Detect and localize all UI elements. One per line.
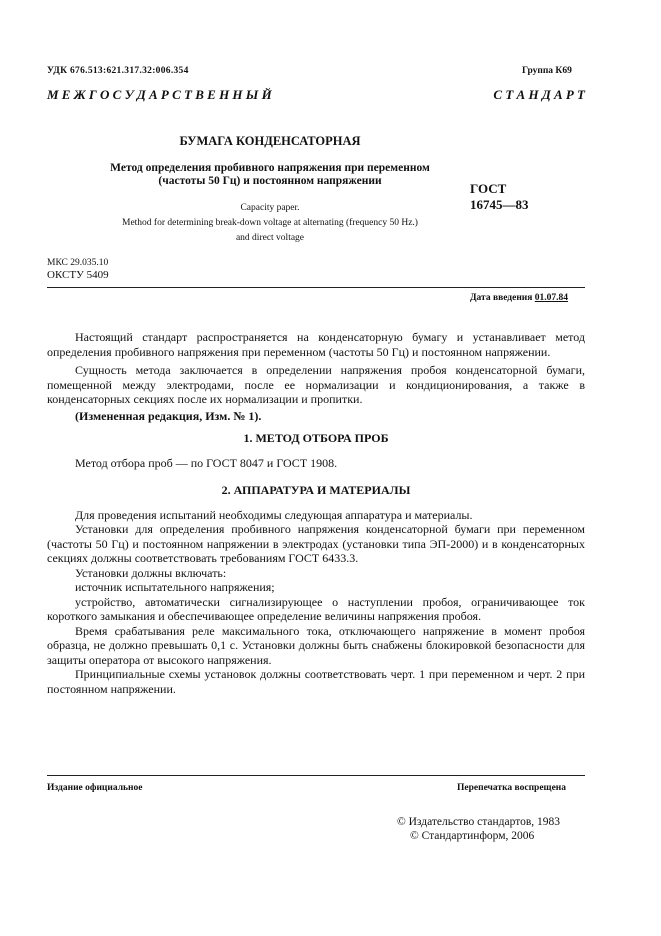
paragraph: Установки для определения пробивного напряжения конденсаторной бумаги при переменном (частоты 50 Гц) и постоянном напряжении в электродах (установки типа ЭП-2000) и в конденсаторных секциях должны соответствовать требованиям ГОСТ 6433.3. — [47, 522, 585, 565]
gost-label: ГОСТ — [470, 181, 507, 196]
paragraph: Установки должны включать: — [75, 565, 227, 580]
banner-left: М Е Ж Г О С У Д А Р С Т В Е Н Н Ы Й — [47, 87, 272, 102]
paragraph: устройство, автоматически сигнализирующее о наступлении пробоя, ограничивающее ток короткого замыкания и обеспечивающее определение величины напряжения пробоя. — [47, 594, 585, 623]
english-line-3: and direct voltage — [235, 233, 305, 243]
banner-right: С Т А Н Д А Р Т — [493, 87, 585, 102]
subtitle-line-2: (частоты 50 Гц) и постоянном напряжении — [158, 175, 382, 187]
header-divider — [47, 287, 585, 288]
english-line-1: Capacity paper. — [240, 203, 300, 213]
paragraph: Принципиальные схемы установок должны соответствовать черт. 1 при переменном и черт. 2 при постоянном напряжении. — [47, 667, 585, 696]
mks-code: МКС 29.035.10 — [47, 258, 109, 268]
section-2-heading: 2. АППАРАТУРА И МАТЕРИАЛЫ — [221, 482, 411, 497]
udk-code: УДК 676.513:621.317.32:006.354 — [47, 66, 189, 76]
paragraph: источник испытательного напряжения; — [75, 580, 275, 594]
subtitle-line-1: Метод определения пробивного напряжения при переменном — [110, 162, 430, 174]
footer-divider — [47, 775, 585, 776]
paragraph: Настоящий стандарт распространяется на конденсаторную бумагу и устанавливает метод определения пробивного напряжения при переменном (частоты 50 Гц) и постоянном напряжении. — [47, 330, 585, 359]
document-title: БУМАГА КОНДЕНСАТОРНАЯ — [179, 134, 361, 148]
date-value: 01.07.84 — [534, 293, 569, 303]
okstu-code: ОКСТУ 5409 — [47, 269, 109, 281]
reprint-notice: Перепечатка воспрещена — [457, 783, 567, 793]
document-subtitle — [60, 162, 480, 188]
section-1-heading: 1. МЕТОД ОТБОРА ПРОБ — [243, 431, 389, 445]
paragraph: Для проведения испытаний необходимы следующая аппаратура и материалы. — [75, 507, 473, 522]
group-code: Группа К69 — [522, 66, 572, 76]
copyright — [397, 815, 560, 843]
introduction-date — [470, 293, 568, 303]
english-title — [40, 201, 500, 246]
gost-code: 16745—83 — [470, 197, 529, 212]
paragraph: Сущность метода заключается в определении напряжения пробоя конденсаторной бумаги, помещенной между электродами, после ее нормализации и кондиционирования, а также в конденсаторных секциях после их нормализации и пропитки. — [47, 363, 585, 406]
english-line-2: Method for determining break-down voltage at alternating (frequency 50 Hz.) — [122, 218, 418, 228]
official-edition: Издание официальное — [47, 783, 143, 793]
paragraph: Метод отбора проб — по ГОСТ 8047 и ГОСТ 1908. — [75, 456, 338, 470]
standard-banner — [47, 87, 585, 103]
copyright-line-2: © Стандартинформ, 2006 — [410, 830, 535, 842]
document-body — [47, 330, 585, 696]
paragraph: Время срабатывания реле максимального тока, отключающего напряжение в момент пробоя образца, не должно превышать 0,1 с. Установки должны быть снабжены блокировкой безопасности для защиты оператора от высокого напряжения. — [47, 623, 585, 667]
classification-codes — [47, 257, 109, 281]
copyright-line-1: © Издательство стандартов, 1983 — [397, 816, 561, 828]
date-label: Дата введения — [470, 293, 533, 303]
amendment-note: (Измененная редакция, Изм. № 1). — [75, 408, 262, 423]
